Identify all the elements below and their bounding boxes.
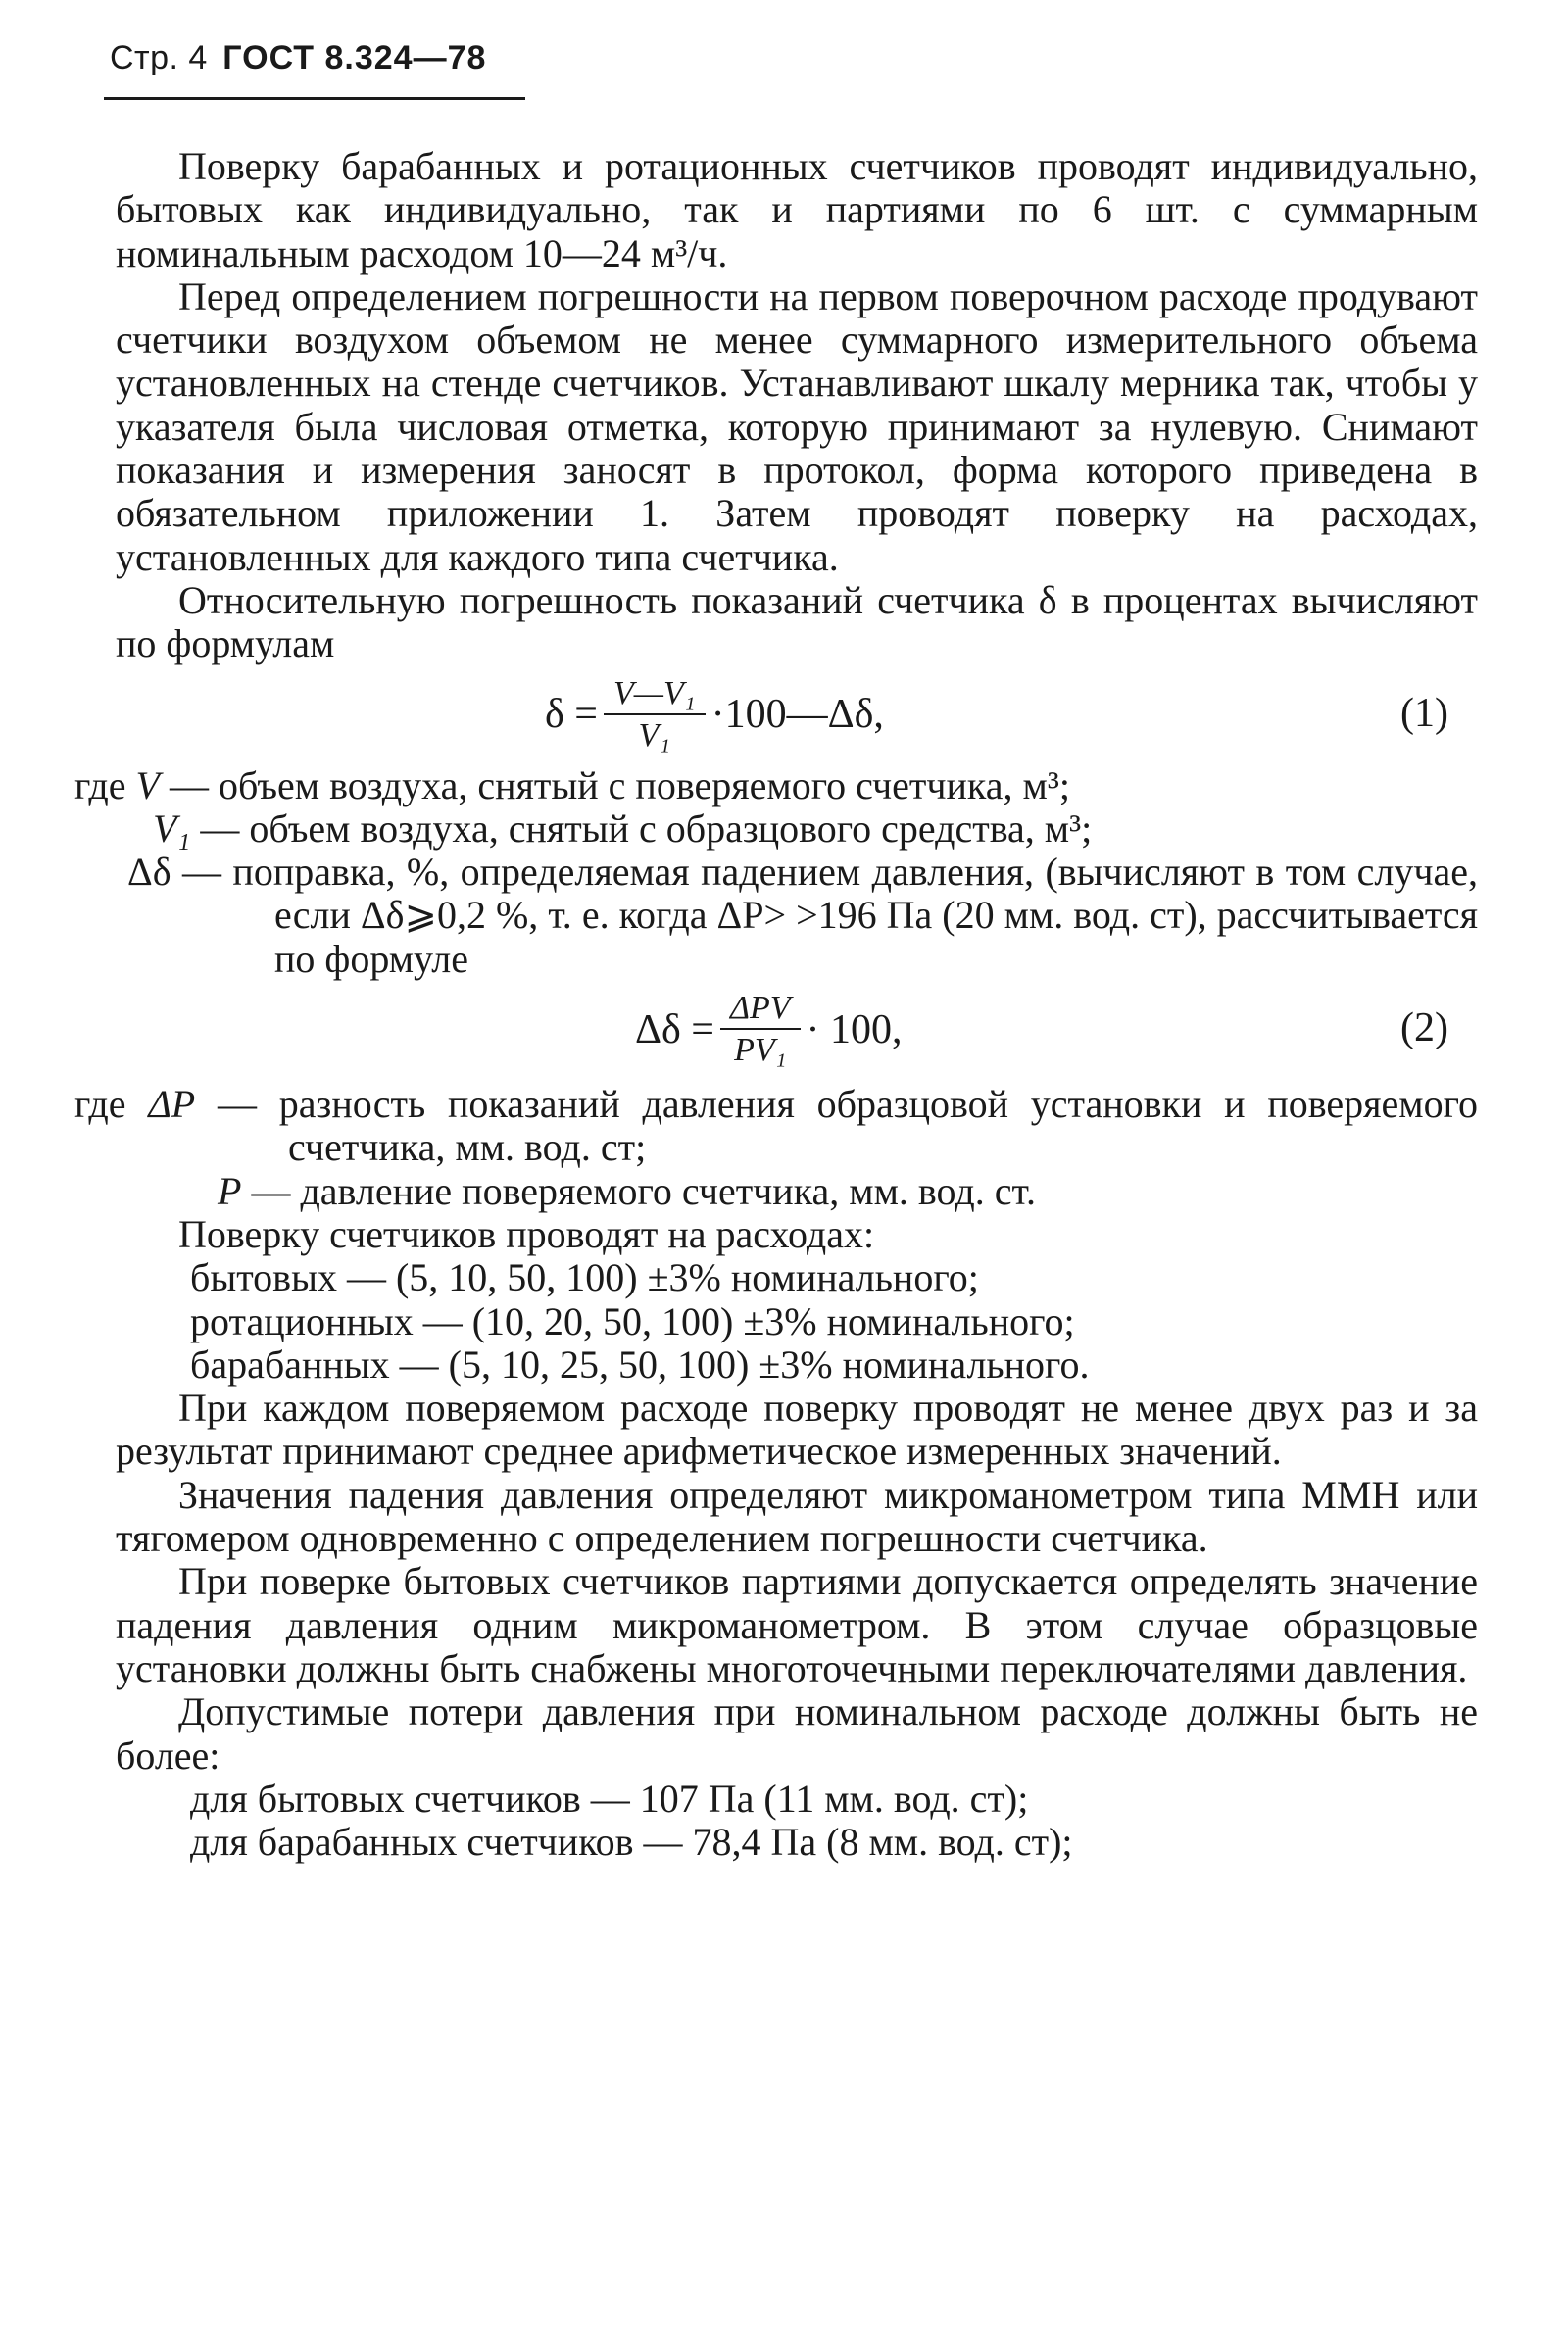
fraction-numerator: V—V₁: [604, 674, 706, 715]
fraction-numerator: ΔPV: [720, 989, 801, 1030]
body-text: [74, 144, 1479, 1865]
fraction: [720, 989, 801, 1071]
definition: — поправка, %, определяемая падением давления, (вычисляют в том случае, если Δδ⩾0,2 %, т. е. когда ΔP> >196 Па (20 мм. вод. ст), рассчитывается по формуле: [171, 850, 1478, 981]
standard-code: ГОСТ 8.324—78: [222, 39, 487, 76]
formula-lhs: Δδ =: [635, 1006, 714, 1052]
formula-number: (2): [1400, 1005, 1448, 1051]
definition-row: [74, 764, 1478, 807]
header-rule: [104, 97, 525, 100]
symbol: Δδ: [127, 850, 172, 895]
symbol: V₁: [153, 805, 191, 851]
fraction: [604, 674, 706, 756]
definition-row: [74, 1083, 1478, 1170]
formula-lhs: δ =: [545, 692, 598, 738]
formula-number: (1): [1400, 690, 1448, 736]
paragraph: Допустимые потери давления при номинальном расходе должны быть не более:: [116, 1689, 1478, 1778]
symbol: P: [218, 1168, 242, 1213]
page-number: Стр. 4: [110, 39, 208, 76]
paragraph: Перед определением погрешности на первом поверочном расходе продувают счетчики воздухом объемом не менее суммарного измерительного объема установленных на стенде счетчиков. Устанавливают шкалу мерника так, чтобы у указателя была числовая отметка, которую принимают за нулевую. Снимают показания и измерения заносят в протокол, форма которого приведена в обязательном приложении 1. Затем проводят поверку на расходах, установленных для каждого типа счетчика.: [116, 273, 1478, 579]
list-item: для бытовых счетчиков — 107 Па (11 мм. вод. ст);: [190, 1776, 1029, 1821]
definition: — разность показаний давления образцовой установки и поверяемого счетчика, мм. вод. ст;: [195, 1082, 1479, 1170]
definitions-2: [74, 1082, 1479, 1213]
page-header: [110, 39, 486, 77]
paragraph: При каждом поверяемом расходе поверку проводят не менее двух раз и за результат принимают среднее арифметическое измеренных значений.: [116, 1386, 1478, 1474]
definition-row: [218, 1170, 1478, 1213]
formula-rhs: ·100—Δδ,: [710, 692, 884, 738]
formula-2: [116, 981, 1478, 1083]
definition-row: [153, 807, 1478, 851]
definitions-1: [74, 762, 1478, 981]
definition-row: [127, 851, 1478, 981]
fraction-denominator: V₁: [638, 716, 671, 754]
list-item: бытовых — (5, 10, 50, 100) ±3% номинального;: [190, 1255, 979, 1300]
paragraph: Поверку счетчиков проводят на расходах:: [178, 1211, 875, 1256]
symbol: ΔP: [148, 1082, 196, 1127]
list-item: барабанных — (5, 10, 25, 50, 100) ±3% номинального.: [190, 1342, 1090, 1387]
where-label: где: [74, 1082, 126, 1127]
paragraph: Поверку барабанных и ротационных счетчиков проводят индивидуально, бытовых как индивидуально, так и партиями по 6 шт. с суммарным номинальным расходом 10—24 м³/ч.: [116, 144, 1478, 275]
definition: — объем воздуха, снятый с образцового средства, м³;: [190, 805, 1093, 851]
definition: — объем воздуха, снятый с поверяемого счетчика, м³;: [159, 762, 1070, 807]
where-label: где: [74, 762, 126, 807]
list-item: ротационных — (10, 20, 50, 100) ±3% номинального;: [190, 1298, 1075, 1343]
paragraph: При поверке бытовых счетчиков партиями допускается определять значение падения давления одним микроманометром. В этом случае образцовые установки должны быть снабжены многоточечными переключателями давления.: [116, 1559, 1478, 1690]
formula-1: [116, 666, 1478, 764]
fraction-denominator: PV₁: [734, 1032, 787, 1069]
list-item: для барабанных счетчиков — 78,4 Па (8 мм. вод. ст);: [190, 1820, 1073, 1865]
symbol: V: [135, 762, 160, 807]
definition: — давление поверяемого счетчика, мм. вод. ст.: [241, 1168, 1036, 1213]
paragraph: Относительную погрешность показаний счетчика δ в процентах вычисляют по формулам: [116, 577, 1478, 666]
formula-rhs: · 100,: [806, 1006, 903, 1052]
paragraph: Значения падения давления определяют микроманометром типа ММН или тягомером одновременно с определением погрешности счетчика.: [116, 1472, 1478, 1561]
